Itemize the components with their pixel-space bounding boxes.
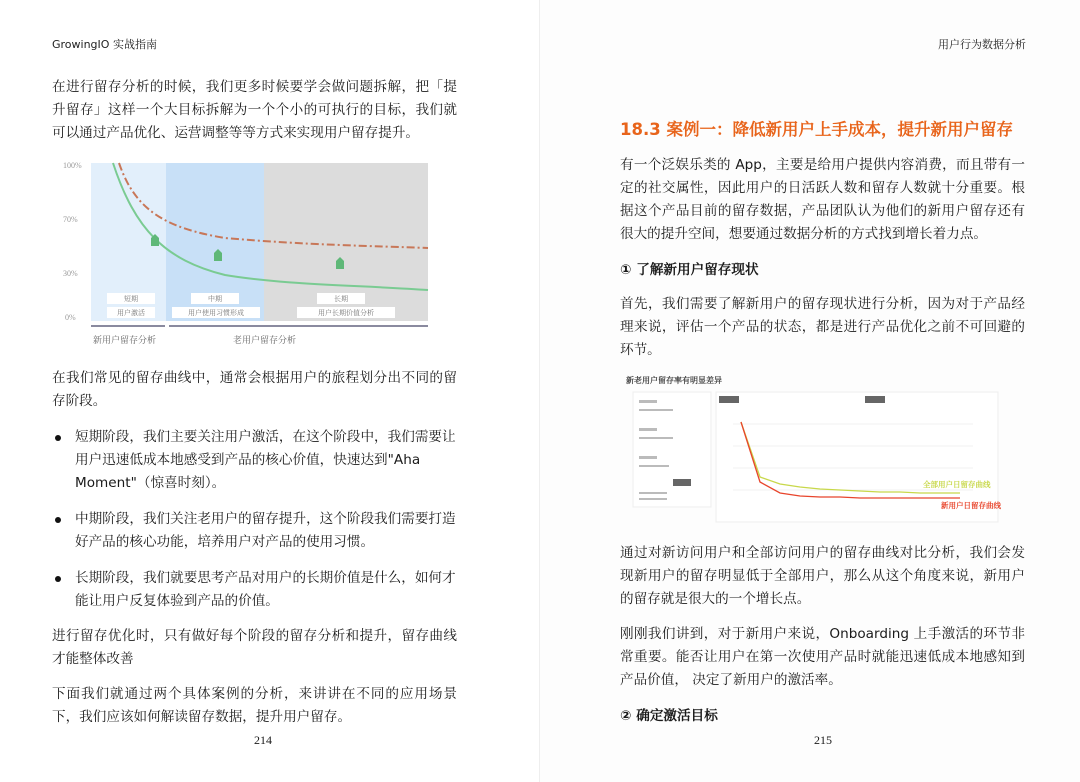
stage-name: 长期 bbox=[334, 295, 348, 303]
arrow-label: 老用户留存分析 bbox=[233, 335, 297, 345]
legend-new-users: 新用户日留存曲线 bbox=[941, 501, 1001, 510]
paragraph: 下面我们就通过两个具体案例的分析，来讲讲在不同的应用场景下，我们应该如何解读留存数据，提升用户留存。 bbox=[52, 686, 457, 725]
paragraph: 刚刚我们讲到，对于新用户来说，Onboarding 上手激活的环节非常重要。能否让用户在第一次使用产品时就能迅速低成本地感知到产品价值， 决定了新用户的激活率。 bbox=[620, 626, 1025, 688]
retention-comparison-figure bbox=[623, 374, 1003, 524]
stage-desc: 用户激活 bbox=[117, 309, 145, 317]
right-page bbox=[540, 0, 1080, 782]
bullet-item: 长期阶段，我们就要思考产品对用户的长期价值是什么，如何才能让用户反复体验到产品的价值。 bbox=[75, 567, 460, 613]
subheading: ② 确定激活目标 bbox=[620, 708, 718, 724]
stage-name: 短期 bbox=[124, 295, 138, 303]
page-number: 215 bbox=[814, 733, 832, 747]
stage-name: 中期 bbox=[208, 295, 222, 303]
section-title: 18.3 案例一：降低新用户上手成本，提升新用户留存 bbox=[620, 120, 1013, 139]
paragraph: 在进行留存分析的时候，我们更多时候要学会做问题拆解，把「提升留存」这样一个大目标拆解为一个个小的可执行的目标，我们就可以通过产品优化、运营调整等等方式来实现用户留存提升。 bbox=[52, 79, 457, 141]
bullet-item: 短期阶段，我们主要关注用户激活，在这个阶段中，我们需要让用户迅速低成本地感受到产品的核心价值，快速达到"Aha Moment"（惊喜时刻）。 bbox=[75, 426, 460, 495]
retention-stages-figure bbox=[55, 160, 435, 350]
stage-desc: 用户使用习惯形成 bbox=[188, 309, 244, 317]
legend-all-users: 全部用户日留存曲线 bbox=[923, 480, 991, 489]
running-header: 用户行为数据分析 bbox=[938, 38, 1026, 51]
page-number: 214 bbox=[254, 733, 272, 747]
bullet-item: 中期阶段，我们关注老用户的留存提升，这个阶段我们需要打造好产品的核心功能，培养用户对产品的使用习惯。 bbox=[75, 508, 460, 554]
paragraph: 有一个泛娱乐类的 App，主要是给用户提供内容消费，而且带有一定的社交属性，因此用户的日活跃人数和留存人数就十分重要。根据这个产品目前的留存数据，产品团队认为他们的新用户留存还有很大的提升空间，想要通过数据分析的方式找到增长着力点。 bbox=[620, 157, 1025, 242]
figure-title: 新老用户留存率有明显差异 bbox=[626, 376, 722, 385]
subheading: ① 了解新用户留存现状 bbox=[620, 262, 759, 278]
y-tick: 100% bbox=[63, 161, 82, 170]
paragraph: 首先，我们需要了解新用户的留存现状进行分析，因为对于产品经理来说，评估一个产品的状态，都是进行产品优化之前不可回避的环节。 bbox=[620, 296, 1025, 358]
y-tick: 30% bbox=[63, 269, 78, 278]
paragraph: 在我们常见的留存曲线中，通常会根据用户的旅程划分出不同的留存阶段。 bbox=[52, 370, 457, 409]
y-tick: 0% bbox=[65, 313, 76, 322]
paragraph: 进行留存优化时，只有做好每个阶段的留存分析和提升，留存曲线才能整体改善 bbox=[52, 628, 457, 667]
running-header: GrowingIO 实战指南 bbox=[52, 38, 157, 51]
bullet-list bbox=[75, 426, 460, 626]
arrow-label: 新用户留存分析 bbox=[93, 335, 157, 345]
paragraph: 通过对新访问用户和全部访问用户的留存曲线对比分析，我们会发现新用户的留存明显低于全部用户，那么从这个角度来说，新用户的留存就是很大的一个增长点。 bbox=[620, 545, 1025, 607]
y-tick: 70% bbox=[63, 215, 78, 224]
stage-desc: 用户长期价值分析 bbox=[318, 309, 374, 317]
